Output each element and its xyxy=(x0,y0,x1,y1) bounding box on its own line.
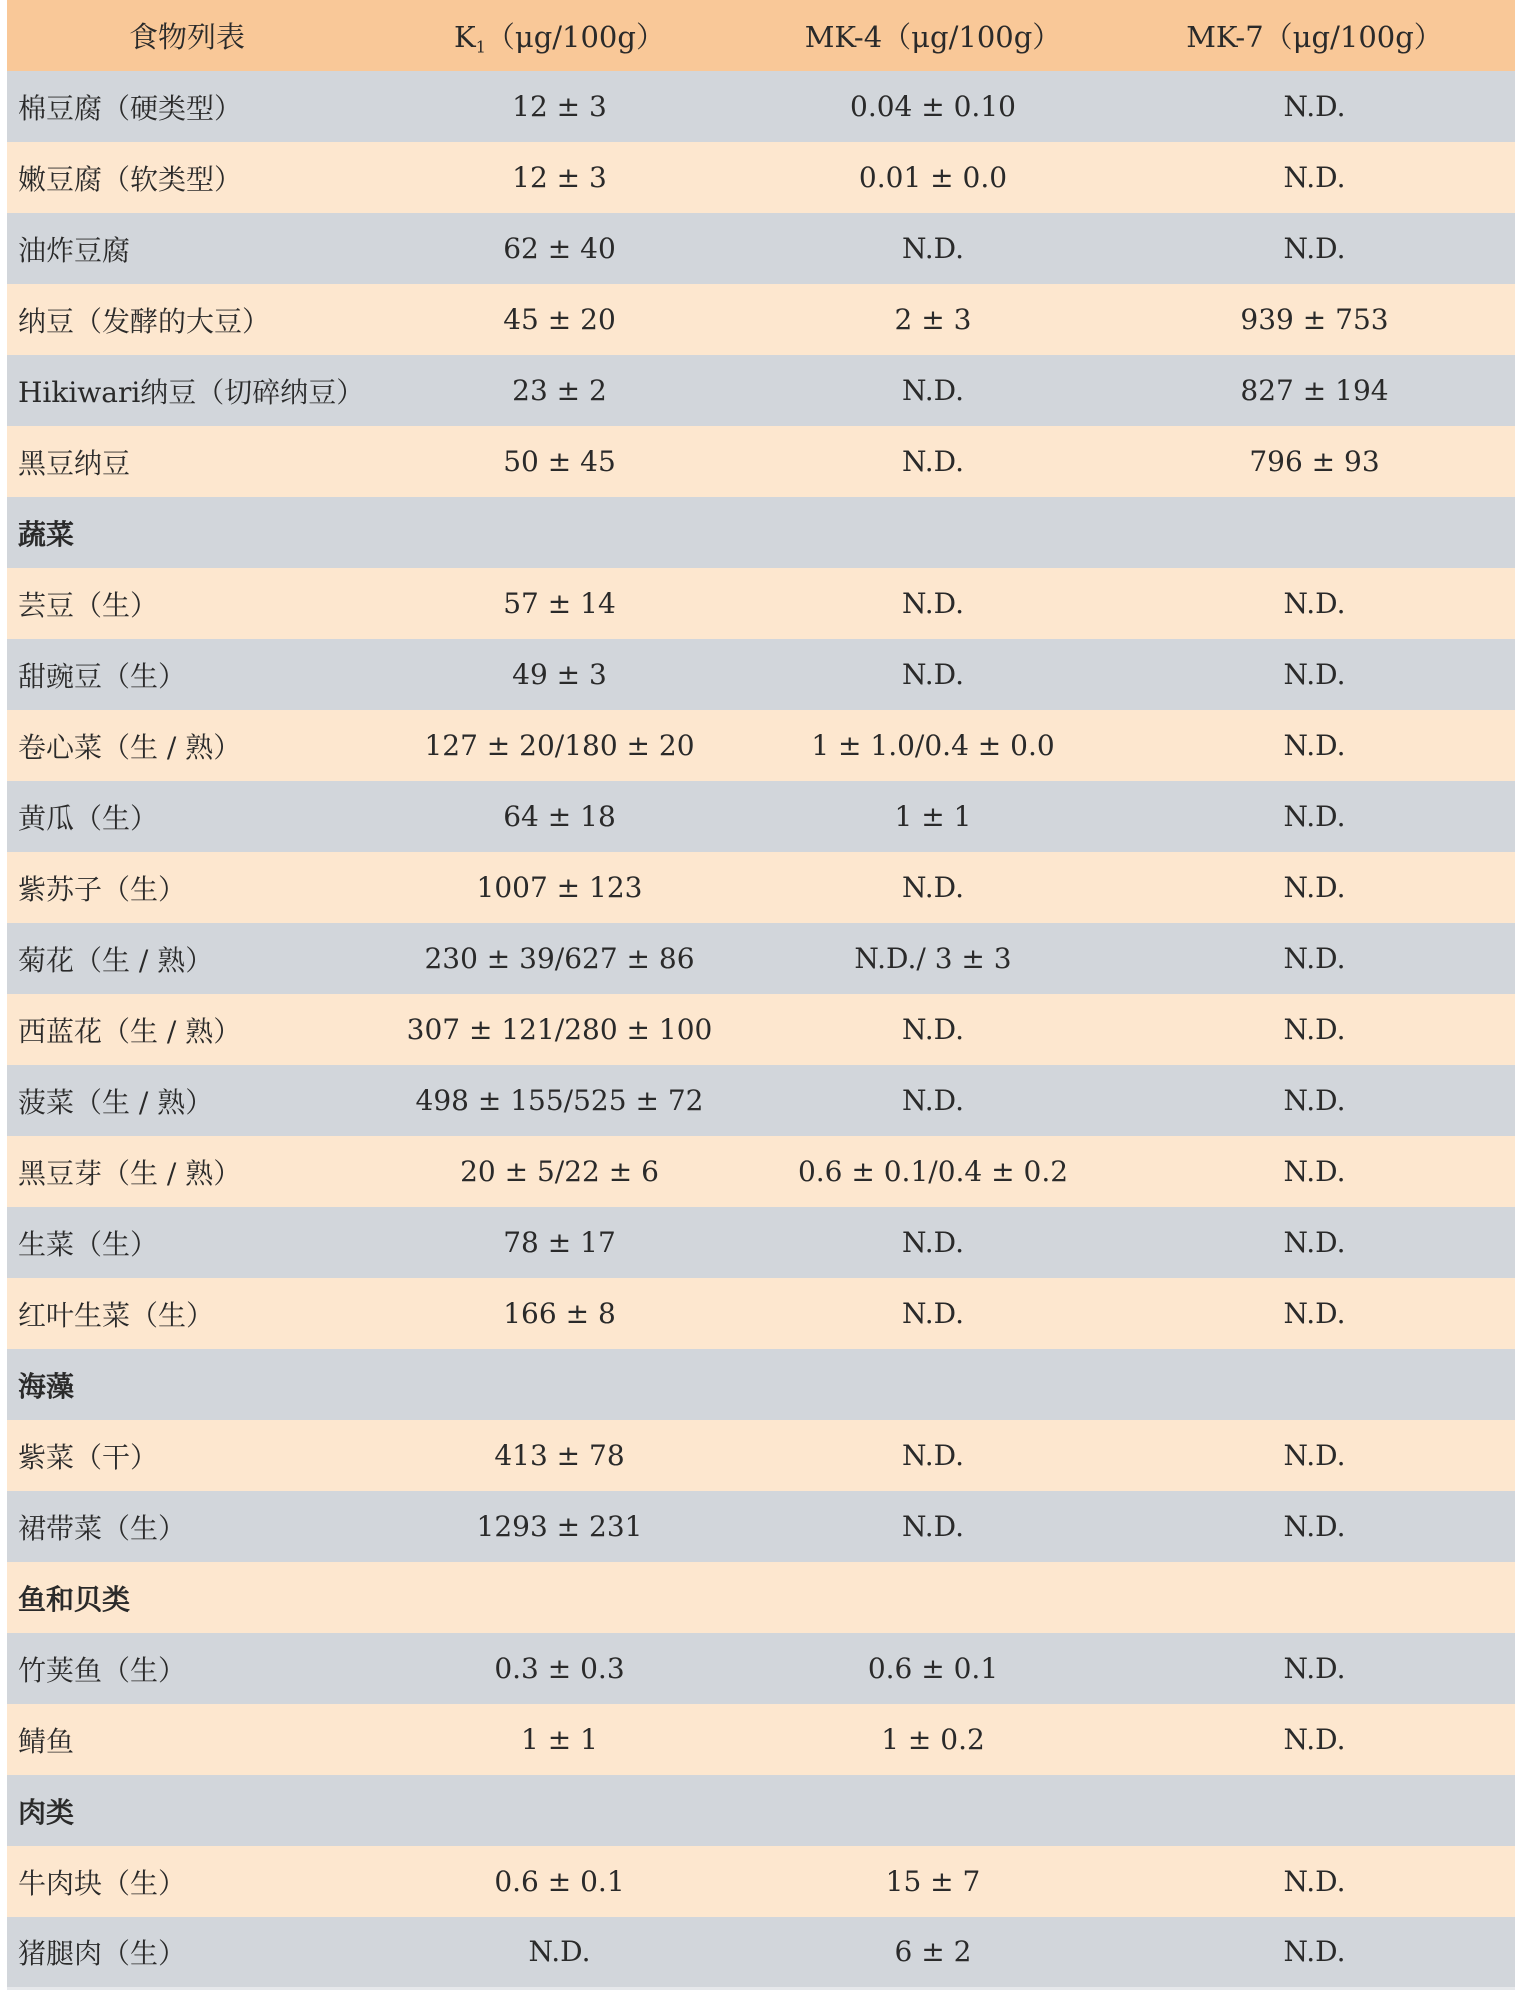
k1-value-cell: 0.6 ± 0.1 xyxy=(494,1865,625,1898)
food-name-cell: 黑豆芽（生 / 熟） xyxy=(18,1156,242,1190)
section-header-row xyxy=(7,1562,1515,1633)
food-name-cell: 菠菜（生 / 熟） xyxy=(18,1085,214,1119)
table-row xyxy=(7,71,1515,142)
table-row xyxy=(7,355,1515,426)
table-row xyxy=(7,1917,1515,1988)
food-name-cell: 鲭鱼 xyxy=(18,1724,75,1758)
mk7-value-cell: 827 ± 194 xyxy=(1240,374,1389,407)
k1-value-cell: 1 ± 1 xyxy=(521,1723,598,1756)
k1-value-cell: 49 ± 3 xyxy=(512,658,607,691)
mk4-value-cell: N.D. xyxy=(902,1013,964,1046)
food-name-cell: 嫩豆腐（软类型） xyxy=(18,162,243,196)
mk4-value-cell: N.D. xyxy=(902,871,964,904)
section-title: 蔬菜 xyxy=(18,517,75,551)
k1-value-cell: 127 ± 20/180 ± 20 xyxy=(424,729,695,762)
k1-value-cell: 1007 ± 123 xyxy=(476,871,643,904)
table-row xyxy=(7,1491,1515,1562)
k1-value-cell: 64 ± 18 xyxy=(503,800,616,833)
mk7-value-cell: N.D. xyxy=(1283,1723,1346,1756)
mk4-value-cell: 0.6 ± 0.1 xyxy=(867,1652,999,1685)
mk7-value-cell: N.D. xyxy=(1283,232,1346,265)
k1-value-cell: 230 ± 39/627 ± 86 xyxy=(424,942,695,975)
k1-value-cell: N.D. xyxy=(367,1917,752,1988)
mk4-value-cell: N.D. xyxy=(902,1510,964,1543)
vitamin-k-food-table xyxy=(7,0,1515,1990)
mk4-value-cell: N.D. xyxy=(902,1439,964,1472)
food-name-cell: 紫菜（干） xyxy=(18,1440,159,1474)
mk4-value-cell: N.D./ 3 ± 3 xyxy=(854,942,1012,975)
mk7-value-cell: N.D. xyxy=(1283,161,1346,194)
food-name-cell: 纳豆（发酵的大豆） xyxy=(18,304,271,338)
food-name-cell: 油炸豆腐 xyxy=(18,233,131,267)
mk4-value-cell: N.D. xyxy=(902,1297,964,1330)
k1-value-cell: 50 ± 45 xyxy=(503,445,616,478)
k1-value-cell: 20 ± 5/22 ± 6 xyxy=(460,1155,659,1188)
k1-value-cell: 78 ± 17 xyxy=(503,1226,616,1259)
food-name-cell: 紫苏子（生） xyxy=(18,872,187,906)
mk7-value-cell: N.D. xyxy=(1283,1226,1346,1259)
food-name-cell: 西蓝花（生 / 熟） xyxy=(18,1014,242,1048)
mk4-value-cell: 0.04 ± 0.10 xyxy=(850,90,1016,123)
table-row xyxy=(7,568,1515,639)
mk7-value-cell: N.D. xyxy=(1283,1084,1346,1117)
food-name-cell: 菊花（生 / 熟） xyxy=(18,943,214,977)
table-row xyxy=(7,1633,1515,1704)
table-row xyxy=(7,426,1515,497)
mk4-value-cell: N.D. xyxy=(902,1226,964,1259)
section-header-row xyxy=(7,1775,1515,1846)
table-row xyxy=(7,852,1515,923)
table-row xyxy=(7,284,1515,355)
header-k1 xyxy=(367,0,752,71)
section-header-row xyxy=(7,1349,1515,1420)
table-row xyxy=(7,923,1515,994)
mk7-value-cell: N.D. xyxy=(1283,1155,1346,1188)
food-name-cell: 黑豆纳豆 xyxy=(18,446,131,480)
table-row xyxy=(7,1420,1515,1491)
table-header xyxy=(7,0,1515,71)
k1-value-cell: 62 ± 40 xyxy=(503,232,616,265)
section-title: 海藻 xyxy=(18,1369,75,1403)
k1-value-cell: 0.3 ± 0.3 xyxy=(494,1652,625,1685)
food-name-cell: Hikiwari纳豆（切碎纳豆） xyxy=(18,375,365,409)
table-row xyxy=(7,1846,1515,1917)
food-name-cell: 猪腿肉（生） xyxy=(7,1917,367,1988)
mk7-value-cell: N.D. xyxy=(1283,1439,1346,1472)
header-k1-symbol: K xyxy=(454,19,476,54)
mk4-value-cell: N.D. xyxy=(902,1084,964,1117)
food-name-cell: 竹荚鱼（生） xyxy=(18,1653,187,1687)
k1-value-cell: 1293 ± 231 xyxy=(476,1510,643,1543)
table-body xyxy=(7,71,1515,1988)
mk4-value-cell: N.D. xyxy=(902,374,964,407)
mk7-value-cell: N.D. xyxy=(1283,800,1346,833)
k1-value-cell: 413 ± 78 xyxy=(494,1439,625,1472)
mk4-value-cell: 1 ± 1.0/0.4 ± 0.0 xyxy=(811,729,1055,762)
section-title: 鱼和贝类 xyxy=(18,1582,131,1616)
food-name-cell: 牛肉块（生） xyxy=(18,1866,187,1900)
mk7-value-cell: 939 ± 753 xyxy=(1240,303,1389,336)
mk7-value-cell: N.D. xyxy=(1283,90,1346,123)
mk4-value-cell: 2 ± 3 xyxy=(894,303,972,336)
header-k1-unit: （μg/100g） xyxy=(485,19,665,54)
mk7-value-cell: N.D. xyxy=(1283,587,1346,620)
section-title: 肉类 xyxy=(18,1795,75,1829)
food-name-cell: 甜豌豆（生） xyxy=(18,659,187,693)
mk7-value-cell: N.D. xyxy=(1283,1652,1346,1685)
table-row xyxy=(7,1278,1515,1349)
mk7-value-cell: N.D. xyxy=(1114,1917,1515,1988)
table-row xyxy=(7,1065,1515,1136)
k1-value-cell: 12 ± 3 xyxy=(512,161,607,194)
mk7-value-cell: N.D. xyxy=(1283,658,1346,691)
header-mk7: MK-7（μg/100g） xyxy=(1186,20,1443,54)
mk4-value-cell: 1 ± 0.2 xyxy=(881,1723,985,1756)
mk4-value-cell: 0.6 ± 0.1/0.4 ± 0.2 xyxy=(797,1155,1069,1188)
mk4-value-cell: N.D. xyxy=(902,587,964,620)
mk4-value-cell: 15 ± 7 xyxy=(885,1865,981,1898)
k1-value-cell: 12 ± 3 xyxy=(512,90,607,123)
k1-value-cell: 166 ± 8 xyxy=(503,1297,616,1330)
k1-value-cell: 57 ± 14 xyxy=(503,587,616,620)
mk7-value-cell: N.D. xyxy=(1283,1865,1346,1898)
k1-value-cell: 23 ± 2 xyxy=(512,374,607,407)
table-row xyxy=(7,1207,1515,1278)
table-row xyxy=(7,710,1515,781)
table-row xyxy=(7,1704,1515,1775)
section-header-row xyxy=(7,497,1515,568)
mk4-value-cell: N.D. xyxy=(902,658,964,691)
table-row xyxy=(7,639,1515,710)
mk7-value-cell: N.D. xyxy=(1283,871,1346,904)
food-name-cell: 芸豆（生） xyxy=(18,588,159,622)
header-food-list: 食物列表 xyxy=(128,20,245,54)
mk7-value-cell: 796 ± 93 xyxy=(1249,445,1380,478)
mk4-value-cell: N.D. xyxy=(902,232,964,265)
k1-value-cell: 498 ± 155/525 ± 72 xyxy=(415,1084,704,1117)
header-row xyxy=(7,0,1515,71)
mk4-value-cell: 1 ± 1 xyxy=(894,800,972,833)
food-name-cell: 生菜（生） xyxy=(18,1227,159,1261)
mk4-value-cell: N.D. xyxy=(902,445,964,478)
table-row xyxy=(7,1136,1515,1207)
k1-value-cell: 307 ± 121/280 ± 100 xyxy=(406,1013,713,1046)
vitamin-k-food-table-container xyxy=(7,0,1515,1990)
table-row xyxy=(7,213,1515,284)
header-mk4: MK-4（μg/100g） xyxy=(804,20,1062,54)
food-name-cell: 裙带菜（生） xyxy=(18,1511,187,1545)
mk7-value-cell: N.D. xyxy=(1283,729,1346,762)
table-row xyxy=(7,142,1515,213)
food-name-cell: 红叶生菜（生） xyxy=(18,1298,215,1332)
food-name-cell: 黄瓜（生） xyxy=(18,801,159,835)
mk7-value-cell: N.D. xyxy=(1283,942,1346,975)
mk7-value-cell: N.D. xyxy=(1283,1013,1346,1046)
table-row xyxy=(7,781,1515,852)
mk7-value-cell: N.D. xyxy=(1283,1297,1346,1330)
mk7-value-cell: N.D. xyxy=(1283,1510,1346,1543)
k1-value-cell: 45 ± 20 xyxy=(503,303,616,336)
mk4-value-cell: 0.01 ± 0.0 xyxy=(858,161,1008,194)
mk4-value-cell: 6 ± 2 xyxy=(752,1917,1114,1988)
food-name-cell: 棉豆腐（硬类型） xyxy=(18,91,243,125)
food-name-cell: 卷心菜（生 / 熟） xyxy=(18,730,242,764)
table-row xyxy=(7,994,1515,1065)
header-k1-subscript: 1 xyxy=(475,37,486,57)
